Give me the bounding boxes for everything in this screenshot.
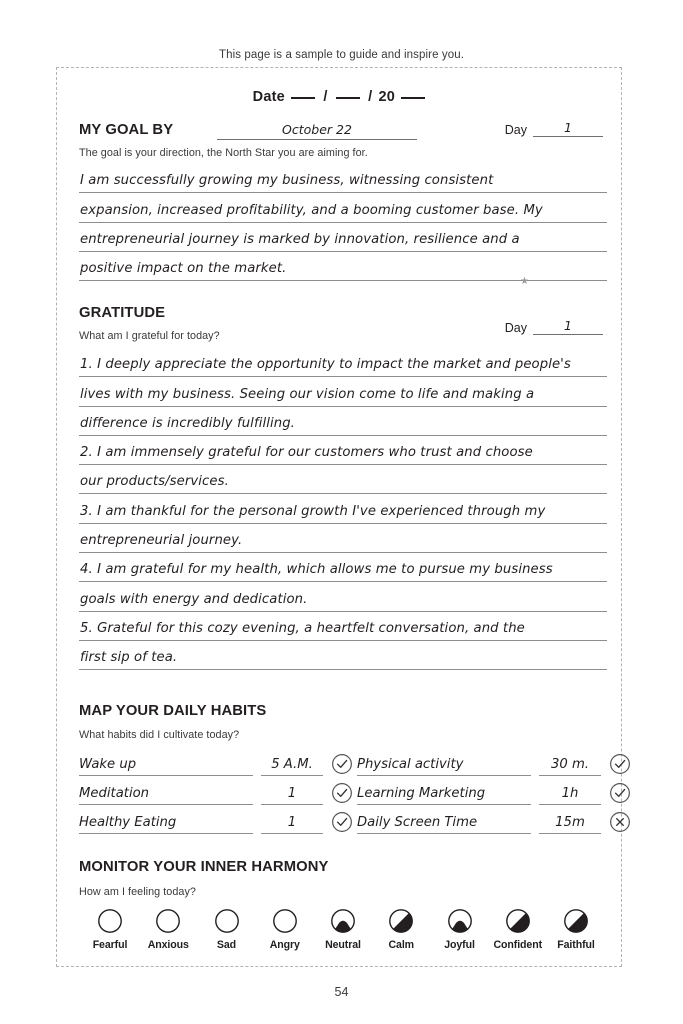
goal-section-title: MY GOAL BY: [79, 122, 174, 138]
check-circle-icon[interactable]: [609, 782, 631, 804]
goal-day-field: [505, 120, 603, 137]
mood-half-diagonal-circle-icon: [563, 908, 589, 934]
date-slash-1: /: [323, 89, 328, 105]
date-year-prefix: 20: [378, 89, 396, 105]
habit-name-input[interactable]: Wake up: [79, 757, 253, 776]
habit-name-input[interactable]: Healthy Eating: [79, 815, 253, 834]
gratitude-line[interactable]: [79, 612, 607, 641]
gratitude-line[interactable]: [79, 494, 607, 523]
gratitude-line[interactable]: [79, 436, 607, 465]
habit-value-input[interactable]: 1h: [539, 786, 601, 805]
goal-date-input[interactable]: October 22: [217, 122, 417, 140]
gratitude-line-text: 5. Grateful for this cozy evening, a heartfelt conversation, and the: [80, 620, 525, 636]
goal-line-text: positive impact on the market.: [80, 261, 287, 277]
mood-option-angry[interactable]: [256, 908, 314, 951]
worksheet-card: [56, 67, 622, 967]
harmony-section-subtitle: How am I feeling today?: [79, 886, 196, 898]
mood-label: Joyful: [444, 939, 475, 951]
habit-value-input[interactable]: 15m: [539, 815, 601, 834]
habit-value-input[interactable]: 1: [261, 815, 323, 834]
gratitude-section-subtitle: What am I grateful for today?: [79, 330, 220, 342]
gratitude-day-label: Day: [504, 321, 527, 335]
gratitude-line-text: 3. I am thankful for the personal growth I've experienced through my: [80, 503, 546, 519]
goal-writing-lines: [79, 164, 607, 281]
gratitude-line[interactable]: [79, 348, 607, 377]
goal-line[interactable]: [79, 193, 607, 222]
mood-mound-circle-icon: [330, 908, 356, 934]
mood-option-confident[interactable]: [489, 908, 547, 951]
habit-value-input[interactable]: 30 m.: [539, 757, 601, 776]
check-circle-icon[interactable]: [331, 811, 353, 833]
habit-cell: [79, 782, 353, 805]
mood-empty-circle-icon: [272, 908, 298, 934]
goal-line-text: entrepreneurial journey is marked by innovation, resilience and a: [80, 231, 520, 247]
mood-half-diagonal-circle-icon: [388, 908, 414, 934]
habit-cell: [79, 753, 353, 776]
mood-label: Confident: [493, 939, 543, 951]
habit-name-input[interactable]: Learning Marketing: [357, 786, 531, 805]
date-slash-2: /: [368, 89, 373, 105]
x-circle-icon[interactable]: [609, 811, 631, 833]
habit-cell: [357, 811, 631, 834]
mood-label: Anxious: [147, 939, 189, 951]
date-month-blank[interactable]: [291, 86, 315, 99]
mood-label: Fearful: [92, 939, 128, 951]
mood-label: Sad: [216, 939, 237, 951]
gratitude-line[interactable]: [79, 553, 607, 582]
mood-empty-circle-icon: [155, 908, 181, 934]
habits-section-title: MAP YOUR DAILY HABITS: [79, 703, 267, 719]
mood-option-joyful[interactable]: [431, 908, 489, 951]
mood-scale: [81, 908, 605, 951]
mood-option-fearful[interactable]: [81, 908, 139, 951]
mood-empty-circle-icon: [214, 908, 240, 934]
mood-half-diagonal-circle-icon: [505, 908, 531, 934]
gratitude-line[interactable]: [79, 582, 607, 611]
habit-name-input[interactable]: Physical activity: [357, 757, 531, 776]
goal-line[interactable]: [79, 223, 607, 252]
check-circle-icon[interactable]: [331, 753, 353, 775]
gratitude-line-text: difference is incredibly fulfilling.: [80, 415, 295, 431]
gratitude-writing-lines: [79, 348, 607, 670]
mood-option-sad[interactable]: [198, 908, 256, 951]
date-day-blank[interactable]: [336, 86, 360, 99]
gratitude-line-text: 4. I am grateful for my health, which allows me to pursue my business: [80, 562, 553, 578]
harmony-section-title: MONITOR YOUR INNER HARMONY: [79, 859, 329, 875]
gratitude-day-field: [505, 318, 603, 335]
mood-empty-circle-icon: [97, 908, 123, 934]
mood-option-anxious[interactable]: [139, 908, 197, 951]
gratitude-line[interactable]: [79, 465, 607, 494]
habit-row: [79, 805, 607, 834]
habit-value-input[interactable]: 1: [261, 786, 323, 805]
mood-option-calm[interactable]: [372, 908, 430, 951]
goal-section-subtitle: The goal is your direction, the North Star you are aiming for.: [79, 147, 368, 159]
check-circle-icon[interactable]: [609, 753, 631, 775]
star-icon: ★: [520, 276, 529, 287]
goal-day-label: Day: [504, 123, 527, 137]
gratitude-line-text: entrepreneurial journey.: [80, 533, 243, 549]
habit-name-input[interactable]: Daily Screen Time: [357, 815, 531, 834]
mood-label: Angry: [269, 939, 300, 951]
gratitude-line-text: goals with energy and dedication.: [80, 591, 308, 607]
goal-day-input[interactable]: 1: [533, 120, 603, 137]
worksheet-inner: [69, 68, 611, 966]
gratitude-line[interactable]: [79, 641, 607, 670]
mood-label: Calm: [388, 939, 414, 951]
habits-section-subtitle: What habits did I cultivate today?: [79, 729, 240, 741]
goal-line[interactable]: [79, 164, 607, 193]
habit-row: [79, 776, 607, 805]
mood-option-neutral[interactable]: [314, 908, 372, 951]
mood-label: Faithful: [557, 939, 595, 951]
gratitude-line[interactable]: [79, 524, 607, 553]
habits-grid: [79, 747, 607, 834]
check-circle-icon[interactable]: [331, 782, 353, 804]
gratitude-day-input[interactable]: 1: [533, 318, 603, 335]
habit-cell: [357, 753, 631, 776]
habit-cell: [79, 811, 353, 834]
gratitude-line-text: 1. I deeply appreciate the opportunity to impact the market and people's: [80, 357, 571, 373]
gratitude-line[interactable]: [79, 407, 607, 436]
date-field-row: [69, 86, 611, 105]
gratitude-line-text: first sip of tea.: [80, 650, 178, 666]
goal-line-text: I am successfully growing my business, witnessing consistent: [80, 173, 494, 189]
mood-option-faithful[interactable]: [547, 908, 605, 951]
date-year-blank[interactable]: [401, 86, 425, 99]
habit-name-input[interactable]: Meditation: [79, 786, 253, 805]
gratitude-line[interactable]: [79, 377, 607, 406]
page-number: 54: [334, 985, 349, 999]
goal-line-text: expansion, increased profitability, and a booming customer base. My: [80, 202, 543, 218]
habit-cell: [357, 782, 631, 805]
gratitude-section-title: GRATITUDE: [79, 305, 166, 321]
habit-row: [79, 747, 607, 776]
gratitude-line-text: lives with my business. Seeing our vision come to life and making a: [80, 386, 535, 402]
gratitude-line-text: 2. I am immensely grateful for our customers who trust and choose: [80, 445, 533, 461]
page-caption: This page is a sample to guide and inspire you.: [218, 49, 465, 61]
date-label: Date: [252, 89, 285, 105]
mood-label: Neutral: [325, 939, 361, 951]
habit-value-input[interactable]: 5 A.M.: [261, 757, 323, 776]
mood-mound-circle-icon: [447, 908, 473, 934]
gratitude-line-text: our products/services.: [80, 474, 229, 490]
